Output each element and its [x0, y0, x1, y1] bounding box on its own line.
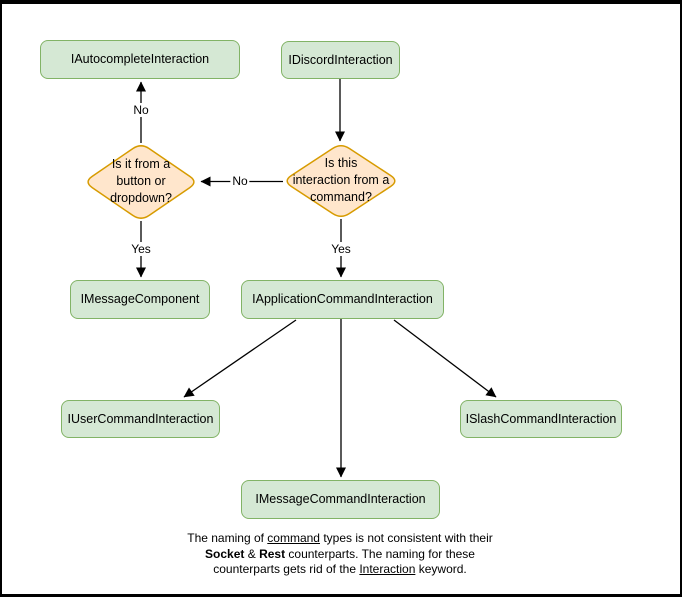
- note-text: keyword.: [415, 562, 467, 576]
- note-text: types is not consistent with their: [319, 531, 493, 545]
- decision-line: dropdown?: [110, 191, 172, 205]
- decision-button-dropdown-label: [81, 156, 201, 207]
- note-bold-rest: Rest: [259, 546, 286, 561]
- decision-line: Is it from a: [111, 157, 171, 171]
- node-message-component: IMessageComponent: [70, 280, 210, 319]
- edge-label-no-top: No: [133, 103, 149, 117]
- node-application-command-interaction: IApplicationCommandInteraction: [241, 280, 444, 319]
- note-bold-socket: Socket: [205, 546, 245, 561]
- note-text: counterparts gets rid of the: [213, 562, 360, 576]
- arrow-application-to-slash-command: [394, 320, 496, 397]
- note-underline-interaction: Interaction: [359, 562, 416, 576]
- node-user-command-interaction: IUserCommandInteraction: [61, 400, 220, 438]
- note-text: The naming of: [187, 531, 268, 545]
- note-text: &: [244, 546, 260, 561]
- arrow-application-to-user-command: [184, 320, 296, 397]
- decision-line: button or: [116, 174, 166, 188]
- decision-line: interaction from a: [292, 173, 390, 187]
- decision-line: Is this: [324, 156, 358, 170]
- note-underline-command: command: [267, 531, 320, 545]
- decision-line: command?: [310, 190, 372, 204]
- edge-label-yes-left: Yes: [131, 242, 151, 256]
- note-text: counterparts. The naming for these: [285, 546, 475, 561]
- node-slash-command-interaction: ISlashCommandInteraction: [460, 400, 622, 438]
- node-discord-interaction: IDiscordInteraction: [281, 41, 400, 79]
- edge-label-yes-right: Yes: [331, 242, 351, 256]
- decision-from-command-label: [276, 155, 406, 206]
- naming-note: [120, 531, 560, 578]
- node-message-command-interaction: IMessageCommandInteraction: [241, 480, 440, 519]
- node-autocomplete-interaction: IAutocompleteInteraction: [40, 40, 240, 79]
- edge-label-no-mid: No: [232, 174, 248, 188]
